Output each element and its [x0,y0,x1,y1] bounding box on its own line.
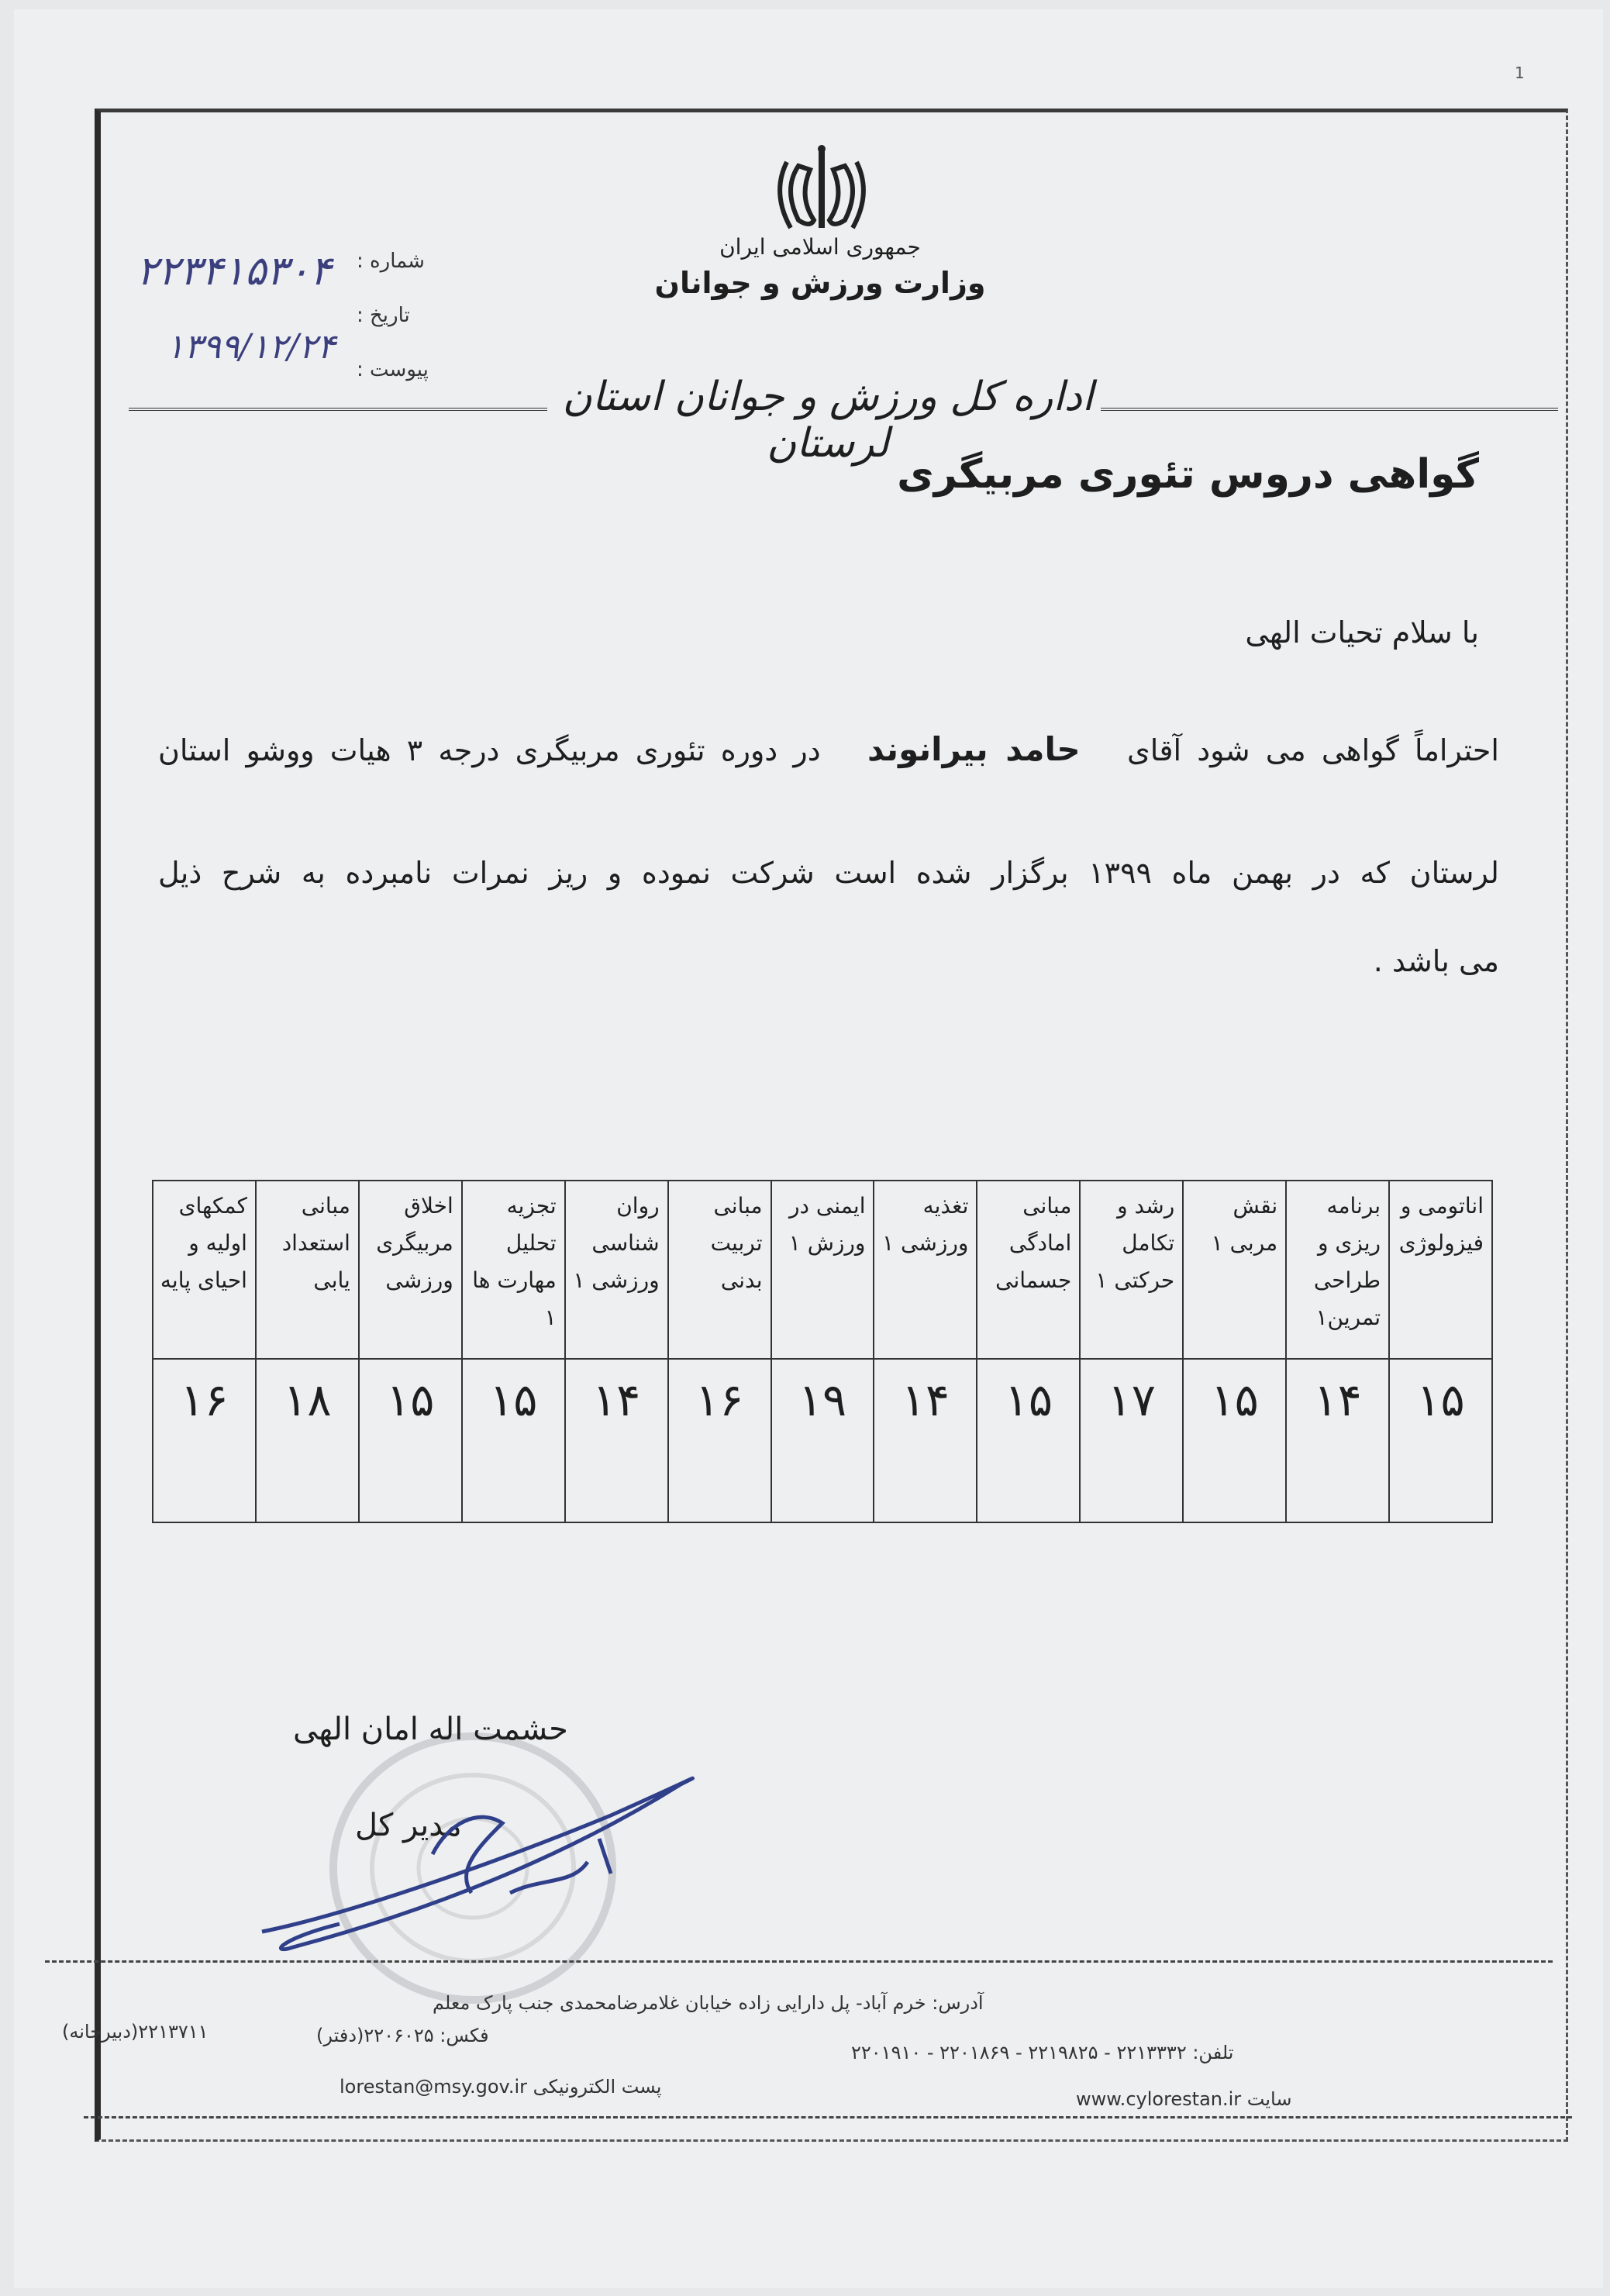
header-cell: برنامه ریزی و طراحی تمرین۱ [1286,1181,1389,1359]
page-marker: 1 [1515,64,1525,82]
grades-table [152,1180,1493,1523]
header-cell: روان شناسی ورزشی ۱ [565,1181,668,1359]
body-line-2: لرستان که در بهمن ماه ۱۳۹۹ برگزار شده است شرکت نموده و ریز نمرات نامبرده به شرح ذیل [158,856,1499,890]
header-cell: رشد و تکامل حرکتی ۱ [1080,1181,1183,1359]
footer-address: آدرس: خرم آباد- پل دارایی زاده خیابان غلامرضامحمدی جنب پارک معلم [433,1992,984,2014]
header-cell: تغذیه ورزشی ۱ [874,1181,977,1359]
header-rule-left [129,408,547,411]
department-name: اداره کل ورزش و جوانان استان لرستان [562,374,1094,467]
header-cell: مبانی امادگی جسمانی [977,1181,1080,1359]
iran-emblem-icon [767,143,876,236]
footer-secretariat: ۲۲۱۳۷۱۱(دبیرخانه) [62,2021,209,2043]
greeting: با سلام تحیات الهی [1245,615,1479,650]
signatory-name: حشمت اله امان الهی [293,1712,568,1747]
footer-email: پست الکترونیکی lorestan@msy.gov.ir [340,2076,662,2098]
grade-cell: ۱۵ [462,1359,565,1522]
footer-website: سایت www.cylorestan.ir [1076,2088,1292,2110]
grade-cell: ۱۵ [977,1359,1080,1522]
header-cell: تجزیه تحلیل مهارت ها ۱ [462,1181,565,1359]
grades-value-row [153,1359,1492,1522]
body-text-1a: احتراماً گواهی می شود آقای [1127,733,1499,767]
grade-cell: ۱۵ [1389,1359,1492,1522]
grades-header-row [153,1181,1492,1359]
grade-cell: ۱۵ [359,1359,462,1522]
grade-cell: ۱۶ [668,1359,771,1522]
signatory-title: مدیر کل [355,1808,462,1843]
number-label: شماره : [357,250,425,273]
letterhead-ministry: وزارت ورزش و جوانان [654,266,986,300]
grade-cell: ۱۴ [1286,1359,1389,1522]
document-page [14,9,1603,2288]
body-text-1b: در دوره تئوری مربیگری درجه ۳ هیات ووشو استان [158,733,821,767]
header-cell: نقش مربی ۱ [1183,1181,1286,1359]
footer-rule-top [45,1960,1553,1963]
handwritten-signature [246,1738,727,1970]
header-cell: مبانی استعداد یابی [256,1181,359,1359]
header-rule-right [1101,408,1558,411]
body-line-1 [158,730,1499,768]
person-name: حامد بیرانوند [867,730,1081,768]
number-value: ۲۲۳۴۱۵۳۰۴ [136,248,332,295]
date-value: ۱۳۹۹/۱۲/۲۴ [166,327,336,367]
footer-rule-bottom [84,2116,1572,2118]
grade-cell: ۱۶ [153,1359,256,1522]
grade-cell: ۱۷ [1080,1359,1183,1522]
grade-cell: ۱۹ [771,1359,874,1522]
header-cell: اناتومی و فیزولوژی [1389,1181,1492,1359]
header-cell: ایمنی در ورزش ۱ [771,1181,874,1359]
grade-cell: ۱۸ [256,1359,359,1522]
body-line-3: می باشد . [1373,944,1499,978]
grade-cell: ۱۴ [565,1359,668,1522]
header-cell: کمکهای اولیه و احیای پایه [153,1181,256,1359]
footer-phones: تلفن: ۲۲۱۳۳۳۲ - ۲۲۱۹۸۲۵ - ۲۲۰۱۸۶۹ - ۲۲۰۱۹۱۰ [851,2042,1234,2063]
header-cell: مبانی تربیت بدنی [668,1181,771,1359]
letterhead [603,234,1037,300]
grade-cell: ۱۴ [874,1359,977,1522]
footer-fax: فکس: ۲۲۰۶۰۲۵(دفتر) [316,2025,489,2046]
grade-cell: ۱۵ [1183,1359,1286,1522]
header-cell: اخلاق مربیگری ورزشی [359,1181,462,1359]
attachment-label: پیوست : [357,358,429,381]
date-label: تاریخ : [357,304,410,327]
document-title: گواهی دروس تئوری مربیگری [897,451,1479,498]
letterhead-country: جمهوری اسلامی ایران [719,234,921,260]
